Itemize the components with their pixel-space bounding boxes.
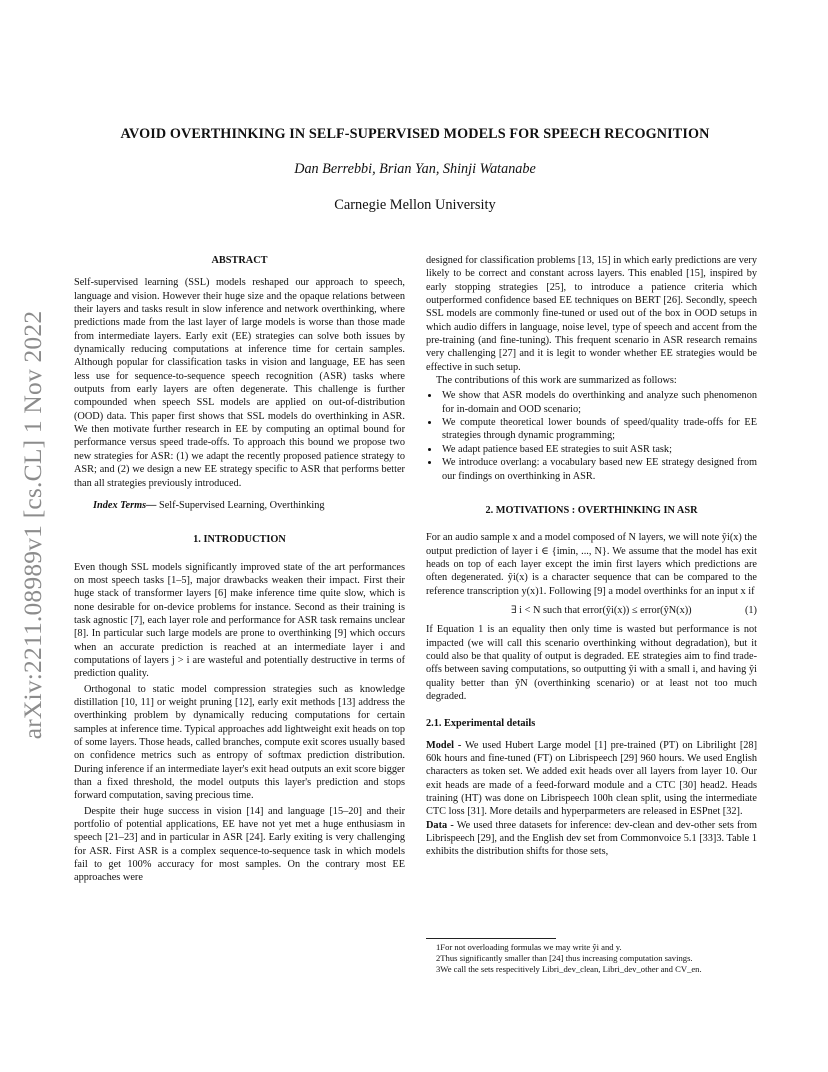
intro-heading: 1. INTRODUCTION <box>193 534 286 546</box>
index-terms-text: Self-Supervised Learning, Overthinking <box>159 499 325 511</box>
footnote-1: 1For not overloading formulas we may write ŷi and y. <box>436 942 622 952</box>
left-column <box>74 254 405 885</box>
paper-authors: Dan Berrebbi, Brian Yan, Shinji Watanabe <box>294 161 536 177</box>
arxiv-stamp: arXiv:2211.08989v1 [cs.CL] 1 Nov 2022 <box>18 310 47 740</box>
footnote-2: 2Thus significantly smaller than [24] thus increasing computation savings. <box>436 953 693 964</box>
contributions-list <box>426 389 757 482</box>
abstract-body: Self-supervised learning (SSL) models reshaped our approach to speech, language and vision. However their huge size and the opaque relations between their layers and tasks result in slow inference and network overthinking, where predictions made from the last layer of large models is worse than those made from intermediate layers. Early exit (EE) strategies can solve both issues by dynamically reducing computations at inference time for certain samples. Although popular for classification tasks in vision and language, EE has seen less use for sequence-to-sequence speech recognition (ASR) tasks where outputs from early layers are often degenerate. This challenge is further compounded when speech SSL models are applied on out-of-distribution (OOD) data. This paper first shows that SSL models do overthinking in ASR. We then motivate further research in EE by computing an optimal bound for performance versus speed trade-offs. To approach this bound we propose two new strategies for ASR: (1) we adapt the recently proposed patience strategy to ASR; and (2) we design a new EE strategy specific to ASR that performs better than all strategies previously introduced. <box>74 277 405 489</box>
footnote-rule <box>426 938 556 939</box>
contribution-item: • We adapt patience based EE strategies to suit ASR task; <box>440 443 757 456</box>
footnotes <box>426 938 757 976</box>
motivations-heading: 2. MOTIVATIONS : OVERTHINKING IN ASR <box>485 504 698 516</box>
experimental-details-heading: 2.1. Experimental details <box>426 718 536 730</box>
data-label: Data - <box>426 819 454 831</box>
data-text: We used three datasets for inference: dev-clean and dev-other sets from Librispeech [29], and the English dev set from Commonvoice 5.1 [33]3. Table 1 exhibits the distribution shifts for those sets, <box>426 819 758 858</box>
intro-paragraph-3: Despite their huge success in vision [14] and language [15–20] and their portfolio of potential applications, EE have not yet met a huge enthusiasm in speech [21–23] and in particular in ASR [24]. Early exiting is very challenging for ASR. First ASR is a complex sequence-to-sequence task in which models fail to get 100% accuracy for most samples. On the contrary most EE approaches were <box>74 805 405 884</box>
contribution-item: • We show that ASR models do overthinking and analyze such phenomenon for in-domain and OOD scenario; <box>440 389 757 416</box>
index-terms <box>74 499 405 512</box>
footnote-3: 3We call the sets respecitively Libri_dev_clean, Libri_dev_other and CV_en. <box>436 964 702 975</box>
equation-number: (1) <box>744 604 757 616</box>
abstract-text <box>74 276 405 490</box>
model-text: We used Hubert Large model [1] pre-trained (PT) on Librilight [28] 60k hours and fine-tuned (FT) on Librispeech [29] 960 hours. We used English characters as token set. We added exit heads over all layers from layer 10. Our exit heads are made of a feed-forward module and a CTC [30] head2. Heads training (HT) was done on Librispeech 100h clean split, using the intermediate CTC loss [31]. More details and hyperparmeters are released in ESPnet [32]. <box>426 739 757 818</box>
intro-continuation: designed for classification problems [13, 15] in which early predictions are very likely to be correct and constant across layers. This enabled [15], inspired by early stopping strategies [25], to introduce a patience criteria which outperformed confidence based EE techniques on BERT [26]. Secondly, speech SSL models are commonly fine-tuned or used out of the box in OOD setups in which audio differs in language, noise level, type of speech and accent from the pre-training (and fine-tuning). This frequent scenario in ASR research remains very challenging [27] and it is legit to wonder whether EE strategies would be effective in such setup. <box>426 255 757 373</box>
paper-affiliation: Carnegie Mellon University <box>334 197 496 213</box>
index-terms-label: Index Terms— <box>93 499 157 511</box>
model-label: Model - <box>426 739 462 751</box>
contribution-item: • We compute theoretical lower bounds of speed/quality trade-offs for EE strategies through dynamic programming; <box>440 416 757 443</box>
abstract-heading: ABSTRACT <box>211 255 268 266</box>
intro-paragraph-1: Even though SSL models significantly improved state of the art performances on most speech tasks [1–5], major drawbacks weaken their impact. First their huge stack of transformer layers [6] make inference time quite slow, which is none desirable for on-device problems for instance. Second as their training is task agnostic [7], each layer role and performance for ASR task remains unclear [8]. In particular such large models are prone to overthinking [9] which occurs when an accurate prediction is reached at an intermediate layer i and computations of layers j > i are wasteful and potentially destructive in terms of prediction quality. <box>74 561 405 680</box>
contribution-item: • We introduce overlang: a vocabulary based new EE strategy designed from our findings on overthinking in ASR. <box>440 456 757 483</box>
intro-paragraph-2: Orthogonal to static model compression strategies such as knowledge distillation [10, 11] or weight pruning [12], early exit methods [13] address the overthinking problem by dynamically reducing computations for certain samples at inference time. Typical approaches add lightweight exit heads on top of some layers. Those heads, called branches, compute exit scores usually based on confidence metrics such as entropy of softmax prediction distribution. During inference if an intermediate layer's exit head outputs an exit score bigger than a fixed threshold, the model outputs this layer's prediction and stops forward computation, saving precious time. <box>74 683 405 802</box>
equation-1 <box>426 598 757 623</box>
right-column <box>426 254 757 859</box>
motivations-paragraph-1: For an audio sample x and a model composed of N layers, we will note ŷi(x) the output prediction of layer i ∈ {imin, ..., N}. We assume that the model has exit heads on top of each layer except the imin first layers which predictions are often degenerated. ŷi(x) is a character sequence that can be compared to the reference transcription y(x)1. Following [9] a model overthinks for an input x if <box>426 532 757 597</box>
motivations-paragraph-2: If Equation 1 is an equality then only time is wasted but performance is not impacted (we will call this scenario overthinking without degradation), but it could also be that quality of output is degraded. EE strategies aim to find trade-offs between saving computations, so outputting ŷi with a small i, and having ŷi quality better than ŷN (overthinking scenario) or at least not too much degraded. <box>426 624 757 702</box>
equation-body: ∃ i < N such that error(ŷi(x)) ≤ error(ŷN(x)) <box>511 604 692 616</box>
model-paragraph <box>426 739 757 819</box>
contributions-intro: The contributions of this work are summarized as follows: <box>436 375 677 387</box>
paper-title: AVOID OVERTHINKING IN SELF-SUPERVISED MODELS FOR SPEECH RECOGNITION <box>120 126 710 142</box>
data-paragraph <box>426 819 757 859</box>
